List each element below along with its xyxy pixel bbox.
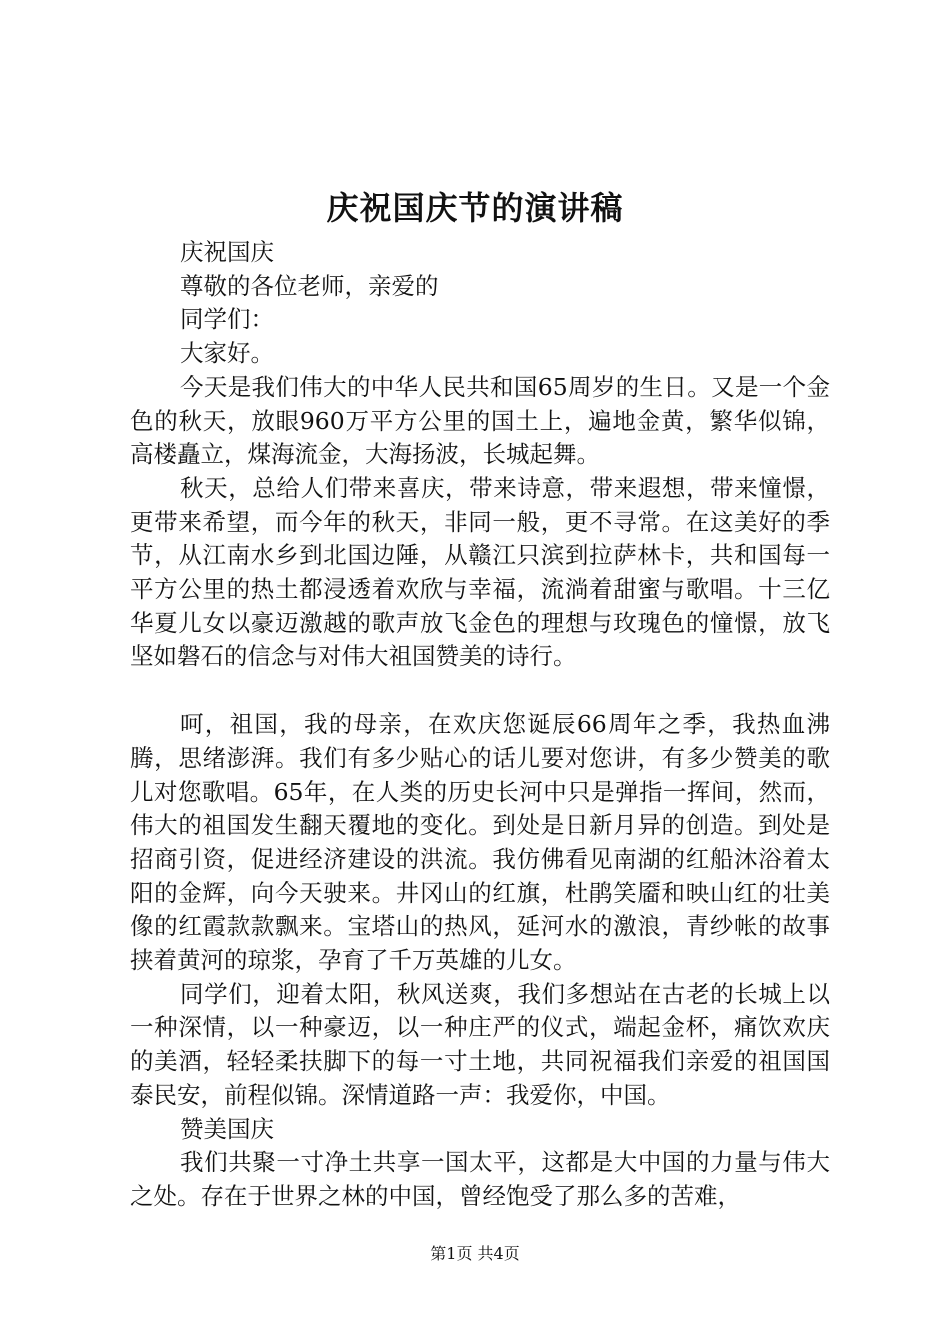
paragraph-heading-praise: 赞美国庆 — [180, 1114, 274, 1143]
paragraph-peace: 我们共聚一寸净土共享一国太平，这都是大中国的力量与伟大之处。存在于世界之林的中国，曾经饱受了那么多的苦难， — [130, 1148, 830, 1210]
paragraph-heading-celebrate: 庆祝国庆 — [180, 238, 274, 266]
paragraph-salutation: 尊敬的各位老师，亲爱的 — [180, 271, 439, 300]
paragraph-autumn: 秋天，总给人们带来喜庆，带来诗意，带来遐想，带来憧憬，更带来希望，而今年的秋天，非同一般，更不寻常。在这美好的季节，从江南水乡到北国边陲，从赣江只滨到拉萨林卡，共和国每一平方公里的热土都浸透着欢欣与幸福，流淌着甜蜜与歌唱。十三亿华夏儿女以豪迈激越的歌声放飞金色的理想与玫瑰色的憧憬，放飞坚如磐石的信念与对伟大祖国赞美的诗行。 — [130, 473, 830, 671]
page-footer: 第1页 共4页 — [430, 1244, 520, 1263]
paragraph-greeting: 大家好。 — [180, 339, 274, 368]
paragraph-salutation-students: 同学们： — [180, 305, 274, 334]
paragraph-birthday: 今天是我们伟大的中华人民共和国65周岁的生日。又是一个金色的秋天，放眼960万平方公里的国土上，遍地金黄，繁华似锦，高楼矗立，煤海流金，大海扬波，长城起舞。 — [130, 372, 830, 469]
paragraph-students-toast: 同学们，迎着太阳，秋风送爽，我们多想站在古老的长城上以一种深情，以一种豪迈，以一种庄严的仪式，端起金杯，痛饮欢庆的美酒，轻轻柔扶脚下的每一寸土地，共同祝福我们亲爱的祖国国泰民安，前程似锦。深情道路一声：我爱你，中国。 — [130, 979, 830, 1109]
paragraph-motherland: 呵，祖国，我的母亲，在欢庆您诞辰66周年之季，我热血沸腾，思绪澎湃。我们有多少贴心的话儿要对您讲，有多少赞美的歌儿对您歌唱。65年，在人类的历史长河中只是弹指一挥间，然而，伟大的祖国发生翻天覆地的变化。到处是日新月异的创造。到处是招商引资，促进经济建设的洪流。我仿佛看见南湖的红船沐浴着太阳的金辉，向今天驶来。井冈山的红旗，杜鹃笑靥和映山红的壮美像的红霞款款飘来。宝塔山的热风，延河水的激浪，青纱帐的故事挟着黄河的琼浆，孕育了千万英雄的儿女。 — [130, 710, 830, 975]
document-title: 庆祝国庆节的演讲稿 — [326, 189, 624, 227]
document-body — [130, 236, 830, 1214]
